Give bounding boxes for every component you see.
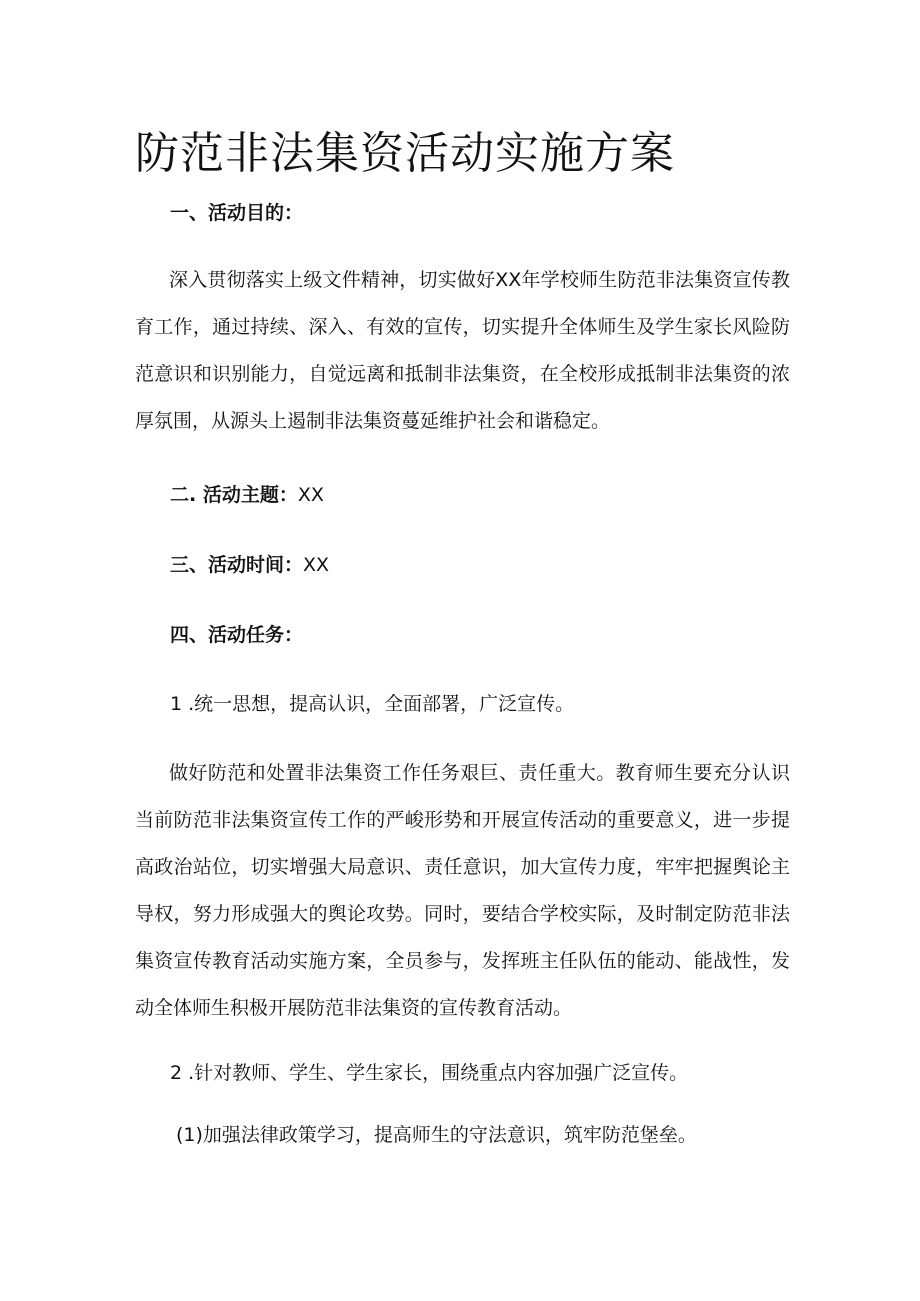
time-value: XX	[303, 554, 330, 576]
section-heading-tasks: 四、活动任务：	[170, 624, 304, 646]
task-item-1-paragraph: 做好防范和处置非法集资工作任务艰巨、责任重大。教育师生要充分认识当前防范非法集资宣传工作的严峻形势和开展宣传活动的重要意义，进一步提高政治站位，切实增强大局意识、责任意识，加大宣传力度，牢牢把握舆论主导权，努力形成强大的舆论攻势。同时，要结合学校实际，及时制定防范非法集资宣传教育活动实施方案，全员参与，发挥班主任队伍的能动、能战性，发动全体师生积极开展防范非法集资的宣传教育活动。	[135, 762, 790, 1019]
section-heading-theme	[170, 481, 324, 509]
theme-label: 二. 活动主题：	[170, 484, 298, 506]
purpose-paragraph: 深入贯彻落实上级文件精神，切实做好XX年学校师生防范非法集资宣传教育工作，通过持续、深入、有效的宣传，切实提升全体师生及学生家长风险防范意识和识别能力，自觉远离和抵制非法集资，在全校形成抵制非法集资的浓厚氛围，从源头上遏制非法集资蔓延维护社会和谐稳定。	[135, 269, 790, 432]
document-title: 防范非法集资活动实施方案	[135, 128, 675, 179]
task-item-2-sub-1: (1)加强法律政策学习，提高师生的守法意识，筑牢防范堡垒。	[176, 1124, 697, 1146]
task-item-2-title: 2 .针对教师、学生、学生家长，围绕重点内容加强广泛宣传。	[170, 1062, 689, 1084]
theme-value: XX	[297, 484, 324, 506]
section-heading-time	[170, 551, 329, 579]
section-heading-purpose: 一、活动目的：	[170, 202, 304, 224]
time-label: 三、活动时间：	[170, 554, 304, 576]
task-item-1-title: 1 .统一思想，提高认识，全面部署，广泛宣传。	[170, 693, 575, 715]
